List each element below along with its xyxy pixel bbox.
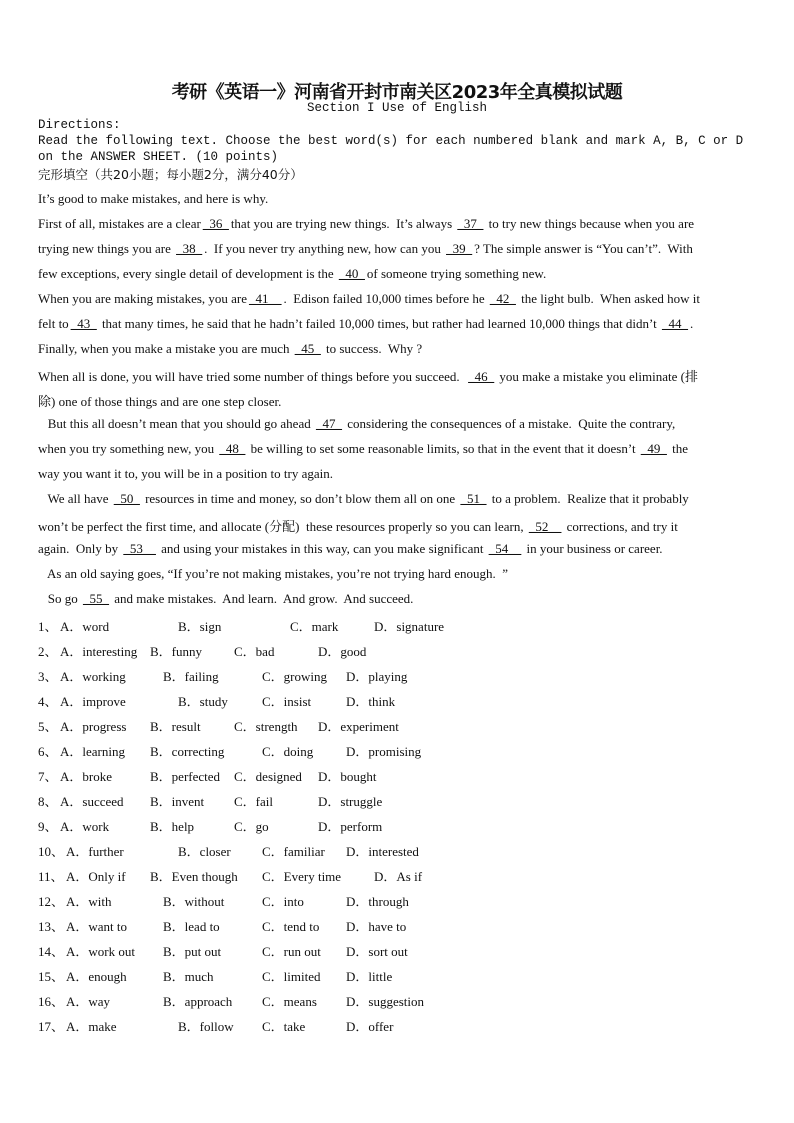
question-number: 12、 — [38, 894, 65, 909]
answer-option-c: C．doing — [262, 744, 314, 759]
passage-line — [38, 491, 689, 507]
answer-option-d: D．perform — [318, 819, 383, 834]
answer-option-b: B．failing — [163, 669, 219, 684]
passage-text: It’s good to make mistakes, and here is why. — [38, 191, 269, 206]
answer-option-b: B．invent — [150, 794, 205, 809]
answer-option-c: C．into — [262, 894, 304, 909]
answer-option-b: B．closer — [178, 844, 231, 859]
answer-blank: _49_ — [640, 441, 667, 456]
question-number: 7、 — [38, 769, 58, 784]
question-number: 10、 — [38, 844, 65, 859]
passage-line — [38, 541, 663, 557]
question-number: 11、 — [38, 869, 64, 884]
passage-line — [38, 241, 693, 257]
passage-text: resources in time and money, so don’t blow them all on one — [141, 491, 459, 506]
document-title: 考研《英语一》河南省开封市南关区2023年全真模拟试题 — [171, 82, 623, 103]
answer-option-a: A．work — [60, 819, 110, 834]
passage-text: few exceptions, every single detail of development is the — [38, 266, 337, 281]
answer-option-d: D．through — [346, 894, 409, 909]
answer-option-a: A．make — [66, 1019, 117, 1034]
answer-blank: _47_ — [315, 416, 342, 431]
answer-blank: _50_ — [113, 491, 140, 506]
answer-blank: _54__ — [488, 541, 522, 556]
question-number: 17、 — [38, 1019, 65, 1034]
passage-line — [38, 591, 413, 607]
passage-text: felt to — [38, 316, 69, 331]
answer-option-c: C．growing — [262, 669, 328, 684]
passage-text: way you want it to, you will be in a position to try again. — [38, 466, 333, 481]
passage-line — [38, 566, 508, 582]
passage-text: . Edison failed 10,000 times before he — [283, 291, 488, 306]
passage-text: Finally, when you make a mistake you are much — [38, 341, 293, 356]
answer-option-a: A．with — [66, 894, 112, 909]
passage-text: again. Only by — [38, 541, 122, 556]
answer-option-b: B．approach — [163, 994, 233, 1009]
passage-text: We all have — [38, 491, 112, 506]
answer-blank: _55_ — [82, 591, 109, 606]
answer-blank: _38_ — [176, 241, 203, 256]
passage-text: of someone trying something new. — [366, 266, 547, 281]
answer-option-b: B．funny — [150, 644, 203, 659]
answer-option-b: B．result — [150, 719, 201, 734]
passage-text: to success. Why ? — [322, 341, 423, 356]
passage-text: won’t be perfect the first time, and allocate (分配) these resources properly so you can learn, — [38, 519, 527, 534]
passage-text: to try new things because when you are — [485, 216, 695, 231]
section-heading: Section I Use of English — [306, 101, 488, 115]
answer-blank: _41__ — [249, 291, 282, 306]
passage-text: But this all doesn’t mean that you should go ahead — [38, 416, 314, 431]
passage-text: that many times, he said that he hadn’t failed 10,000 times, but rather had learned 10,000 things that didn’t — [98, 316, 660, 331]
question-number: 4、 — [38, 694, 58, 709]
directions — [38, 117, 758, 165]
passage-text: First of all, mistakes are a clear — [38, 216, 201, 231]
answer-option-d: D．signature — [374, 619, 445, 634]
answer-option-b: B．sign — [178, 619, 222, 634]
answer-option-c: C．go — [234, 819, 269, 834]
question-number: 15、 — [38, 969, 65, 984]
passage-text: and make mistakes. And learn. And grow. And succeed. — [110, 591, 414, 606]
answer-option-b: B．correcting — [150, 744, 225, 759]
answer-blank: _46_ — [468, 369, 495, 384]
passage-line — [38, 416, 675, 432]
answer-option-b: B．without — [163, 894, 225, 909]
answer-option-a: A．work out — [66, 944, 135, 959]
answer-option-a: A．succeed — [60, 794, 124, 809]
answer-option-a: A．progress — [60, 719, 127, 734]
question-number: 8、 — [38, 794, 58, 809]
passage-text: to a problem. Realize that it probably — [488, 491, 689, 506]
answer-option-d: D．bought — [318, 769, 377, 784]
answer-option-d: D．experiment — [318, 719, 399, 734]
answer-option-c: C．insist — [262, 694, 312, 709]
answer-option-d: D．promising — [346, 744, 422, 759]
passage-text: when you try something new, you — [38, 441, 218, 456]
answer-option-c: C．means — [262, 994, 317, 1009]
answer-blank: _36_ — [202, 216, 229, 231]
passage-text: the — [668, 441, 688, 456]
passage-text: considering the consequences of a mistake. Quite the contrary, — [343, 416, 676, 431]
passage-line — [38, 216, 694, 232]
passage-text: As an old saying goes, “If you’re not making mistakes, you’re not trying hard enough. ” — [38, 566, 509, 581]
passage-text: So go — [38, 591, 81, 606]
passage-text: in your business or career. — [523, 541, 663, 556]
passage-text: the light bulb. When asked how it — [517, 291, 700, 306]
directions-text: Read the following text. Choose the best word(s) for each numbered blank and mark A, B, C or D on the ANSWER SHEET. (10 points) — [38, 134, 744, 164]
answer-option-c: C．mark — [290, 619, 339, 634]
answer-option-a: A．enough — [66, 969, 127, 984]
question-number: 5、 — [38, 719, 58, 734]
answer-option-a: A．broke — [60, 769, 112, 784]
answer-option-a: A．want to — [66, 919, 128, 934]
answer-blank: _48_ — [219, 441, 246, 456]
answer-blank: _51_ — [460, 491, 487, 506]
question-number: 16、 — [38, 994, 65, 1009]
answer-blank: _40_ — [338, 266, 365, 281]
answer-blank: _52__ — [528, 519, 562, 534]
answer-option-b: B．much — [163, 969, 214, 984]
answer-option-d: D．good — [318, 644, 367, 659]
answer-option-d: D．suggestion — [346, 994, 425, 1009]
question-number: 9、 — [38, 819, 58, 834]
answer-option-c: C．fail — [234, 794, 273, 809]
directions-label: Directions: — [38, 118, 121, 132]
answer-option-c: C．run out — [262, 944, 321, 959]
cloze-instruction: 完形填空（共20小题；每小题2分，满分40分） — [38, 167, 303, 182]
passage-line — [38, 516, 678, 535]
passage-text: ? The simple answer is “You can’t”. With — [474, 241, 693, 256]
answer-option-b: B．Even though — [150, 869, 238, 884]
answer-blank: _53__ — [123, 541, 156, 556]
answer-blank: _37_ — [457, 216, 484, 231]
answer-option-c: C．take — [262, 1019, 306, 1034]
question-number: 3、 — [38, 669, 58, 684]
answer-option-a: A．Only if — [66, 869, 126, 884]
question-number: 14、 — [38, 944, 65, 959]
answer-blank: _43_ — [70, 316, 97, 331]
answer-option-c: C．Every time — [262, 869, 342, 884]
answer-option-b: B．lead to — [163, 919, 220, 934]
passage-line — [38, 366, 698, 385]
answer-option-b: B．perfected — [150, 769, 221, 784]
answer-option-a: A．way — [66, 994, 111, 1009]
question-number: 13、 — [38, 919, 65, 934]
passage-text: 除) one of those things and are one step closer. — [38, 394, 282, 409]
answer-blank: _44_ — [661, 316, 688, 331]
answer-option-a: A．improve — [60, 694, 126, 709]
answer-option-c: C．bad — [234, 644, 275, 659]
passage-line — [38, 266, 546, 282]
question-number: 6、 — [38, 744, 58, 759]
answer-option-a: A．further — [66, 844, 124, 859]
passage-line — [38, 316, 693, 332]
answer-blank: _42_ — [489, 291, 516, 306]
passage-text: you make a mistake you eliminate (排 — [496, 369, 698, 384]
answer-option-a: A．interesting — [60, 644, 138, 659]
passage-line — [38, 466, 333, 482]
passage-text: be willing to set some reasonable limits, so that in the event that it doesn’t — [247, 441, 639, 456]
answer-option-d: D．struggle — [318, 794, 383, 809]
answer-blank: _45_ — [294, 341, 321, 356]
passage-text: . If you never try anything new, how can you — [204, 241, 445, 256]
answer-option-c: C．familiar — [262, 844, 325, 859]
question-number: 2、 — [38, 644, 58, 659]
passage-text: corrections, and try it — [563, 519, 678, 534]
question-number: 1、 — [38, 619, 58, 634]
answer-option-d: D．As if — [374, 869, 423, 884]
answer-option-b: B．follow — [178, 1019, 234, 1034]
passage-text: that you are trying new things. It’s always — [230, 216, 456, 231]
answer-option-c: C．strength — [234, 719, 298, 734]
answer-option-d: D．sort out — [346, 944, 408, 959]
answer-option-c: C．designed — [234, 769, 302, 784]
answer-option-a: A．working — [60, 669, 126, 684]
passage-line — [38, 391, 281, 410]
answer-option-d: D．have to — [346, 919, 407, 934]
answer-option-a: A．word — [60, 619, 110, 634]
answer-option-d: D．interested — [346, 844, 419, 859]
passage-line — [38, 291, 700, 307]
passage-text: and using your mistakes in this way, can you make significant — [157, 541, 487, 556]
answer-blank: _39_ — [446, 241, 473, 256]
passage-line — [38, 441, 688, 457]
passage-text: When all is done, you will have tried some number of things before you succeed. — [38, 369, 467, 384]
answer-option-d: D．little — [346, 969, 393, 984]
passage-line — [38, 341, 422, 357]
passage-line — [38, 191, 268, 207]
passage-text: trying new things you are — [38, 241, 175, 256]
answer-option-c: C．tend to — [262, 919, 320, 934]
answer-option-b: B．study — [178, 694, 228, 709]
answer-option-a: A．learning — [60, 744, 125, 759]
answer-option-d: D．offer — [346, 1019, 394, 1034]
answer-option-d: D．playing — [346, 669, 408, 684]
answer-option-b: B．put out — [163, 944, 222, 959]
passage-text: . — [689, 316, 694, 331]
answer-option-b: B．help — [150, 819, 195, 834]
answer-option-d: D．think — [346, 694, 396, 709]
passage-text: When you are making mistakes, you are — [38, 291, 248, 306]
answer-option-c: C．limited — [262, 969, 321, 984]
